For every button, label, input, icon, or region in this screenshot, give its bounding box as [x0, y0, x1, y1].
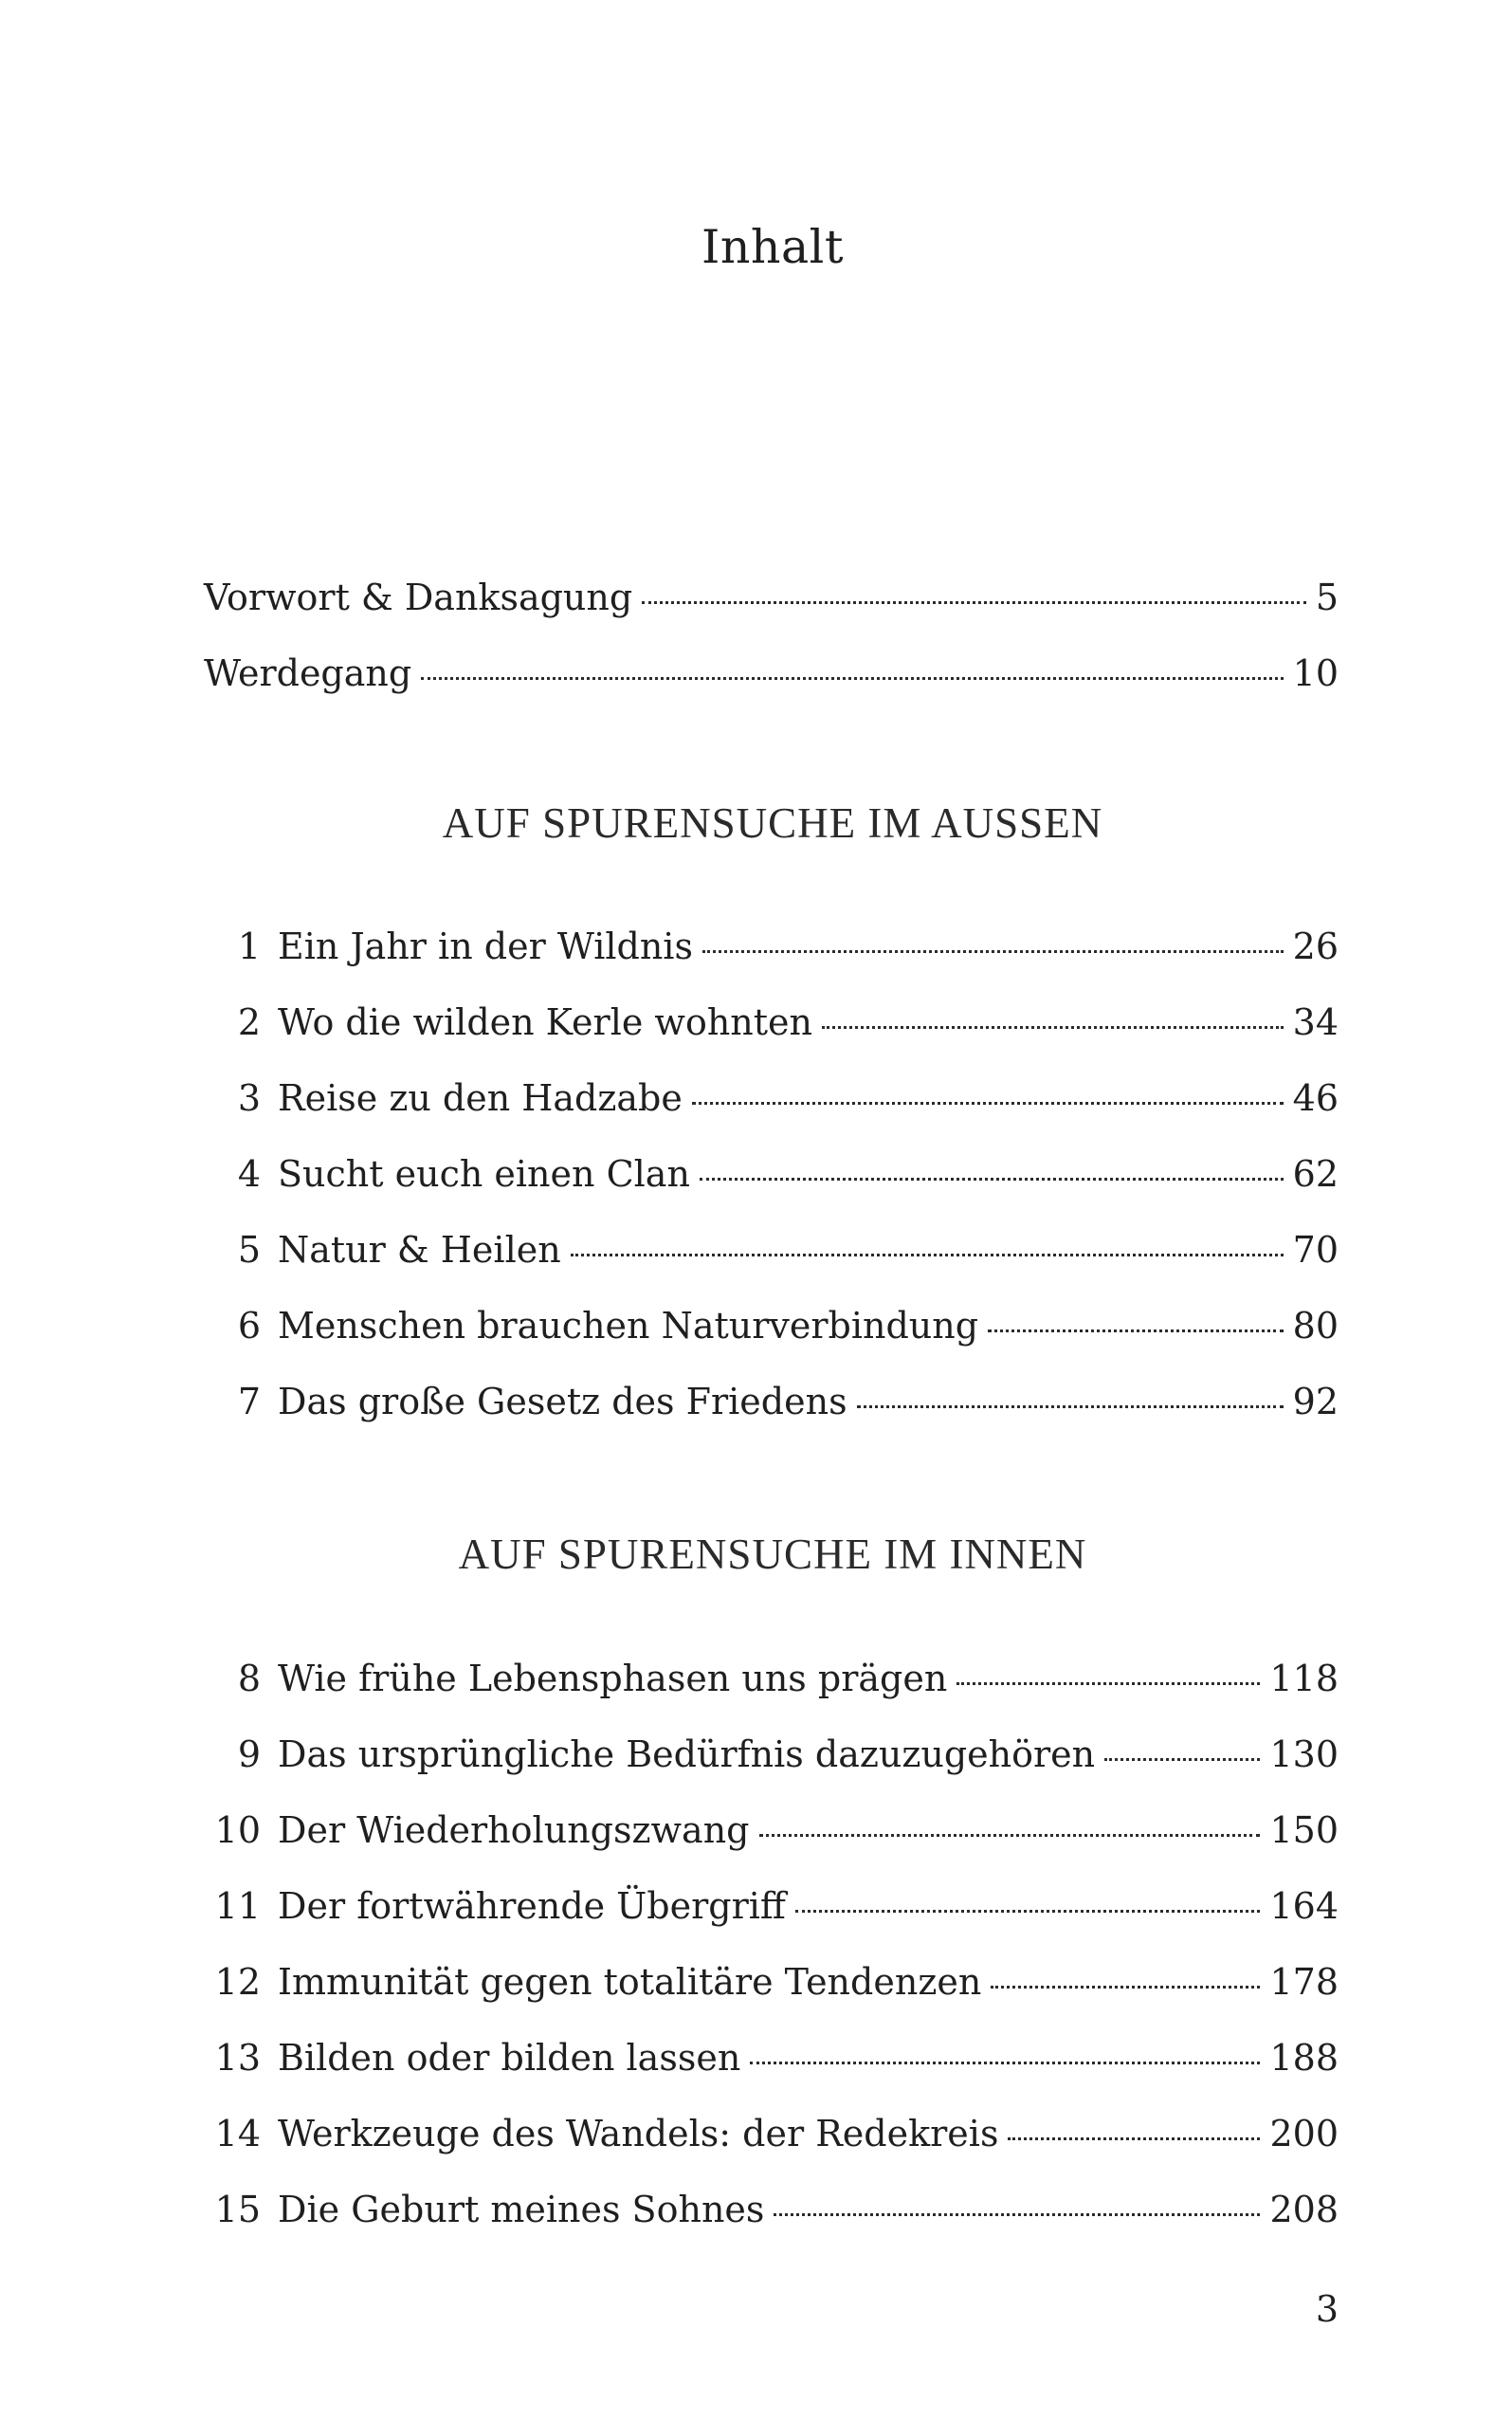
- dot-leader: [571, 1254, 1284, 1256]
- entry-page: 188: [1269, 2037, 1339, 2079]
- entry-number: 1: [237, 926, 261, 967]
- entry-number: 15: [214, 2189, 261, 2230]
- entry-number: 5: [237, 1229, 261, 1271]
- toc-entry: [204, 2096, 1339, 2172]
- dot-leader: [750, 2062, 1260, 2064]
- toc-entry: [204, 1364, 1339, 1439]
- toc-entry: [204, 1288, 1339, 1364]
- entry-page: 164: [1269, 1885, 1339, 1927]
- toc-entry: [204, 1944, 1339, 2020]
- entry-number: 8: [237, 1658, 261, 1699]
- entry-title: Natur & Heilen: [278, 1229, 561, 1271]
- toc-entry: [204, 1641, 1339, 1716]
- entry-number: 11: [214, 1885, 261, 1927]
- entry-page: 80: [1292, 1305, 1339, 1347]
- entry-page: 5: [1315, 577, 1339, 618]
- entry-page: 62: [1292, 1153, 1339, 1195]
- toc-entry: [204, 1792, 1339, 1868]
- dot-leader: [795, 1910, 1261, 1913]
- entry-page: 178: [1269, 1961, 1339, 2003]
- toc-entry: [204, 1060, 1339, 1136]
- entry-title: Werkzeuge des Wandels: der Redekreis: [278, 2113, 999, 2154]
- entry-page: 150: [1269, 1809, 1339, 1851]
- toc-entry: [204, 2020, 1339, 2096]
- toc-entry: [204, 1136, 1339, 1212]
- toc-entry: [204, 559, 1339, 635]
- entry-number: 12: [214, 1961, 261, 2003]
- entry-title: Sucht euch einen Clan: [278, 1153, 690, 1195]
- entry-page: 130: [1269, 1733, 1339, 1775]
- toc-entry: [204, 1212, 1339, 1288]
- entry-number: 14: [214, 2113, 261, 2154]
- dot-leader: [702, 950, 1284, 953]
- dot-leader: [822, 1026, 1284, 1029]
- toc-intro: [204, 559, 1339, 711]
- page-number: 3: [1315, 2288, 1339, 2330]
- entry-title: Das ursprüngliche Bedürfnis dazuzugehören: [278, 1733, 1096, 1775]
- entry-number: 4: [237, 1153, 261, 1195]
- entry-title: Ein Jahr in der Wildnis: [278, 926, 693, 967]
- section-heading: AUF SPURENSUCHE IM INNEN: [458, 1531, 1087, 1578]
- entry-number: 6: [237, 1305, 261, 1347]
- dot-leader: [991, 1986, 1260, 1989]
- entry-title: Bilden oder bilden lassen: [278, 2037, 741, 2079]
- entry-title: Der Wiederholungszwang: [278, 1809, 750, 1851]
- dot-leader: [759, 1834, 1261, 1837]
- entry-page: 200: [1269, 2113, 1339, 2154]
- entry-page: 34: [1292, 1001, 1339, 1043]
- entry-title: Der fortwährende Übergriff: [278, 1885, 786, 1927]
- entry-title: Immunität gegen totalitäre Tendenzen: [278, 1961, 982, 2003]
- toc-entry: [204, 984, 1339, 1060]
- dot-leader: [642, 601, 1306, 604]
- entry-page: 26: [1292, 926, 1339, 967]
- page-title: Inhalt: [701, 220, 845, 274]
- entry-number: 2: [237, 1001, 261, 1043]
- toc-entry: [204, 635, 1339, 711]
- toc-section-1: [204, 908, 1339, 1439]
- entry-title: Reise zu den Hadzabe: [278, 1077, 683, 1119]
- entry-page: 208: [1269, 2189, 1339, 2230]
- entry-number: 13: [214, 2037, 261, 2079]
- section-heading: AUF SPURENSUCHE IM AUSSEN: [442, 799, 1103, 847]
- toc-section-2: [204, 1641, 1339, 2247]
- dot-leader: [988, 1329, 1284, 1332]
- entry-number: 10: [214, 1809, 261, 1851]
- entry-title: Die Geburt meines Sohnes: [278, 2189, 765, 2230]
- entry-number: 9: [237, 1733, 261, 1775]
- entry-title: Wo die wilden Kerle wohnten: [278, 1001, 813, 1043]
- dot-leader: [692, 1102, 1284, 1105]
- toc-entry: [204, 2172, 1339, 2247]
- entry-page: 118: [1269, 1658, 1339, 1699]
- dot-leader: [1008, 2137, 1260, 2140]
- dot-leader: [956, 1682, 1260, 1685]
- entry-title: Vorwort & Danksagung: [204, 577, 633, 618]
- entry-number: 3: [237, 1077, 261, 1119]
- entry-page: 46: [1292, 1077, 1339, 1119]
- dot-leader: [857, 1405, 1284, 1408]
- entry-page: 70: [1292, 1229, 1339, 1271]
- dot-leader: [1104, 1758, 1260, 1761]
- toc-entry: [204, 1868, 1339, 1944]
- toc-entry: [204, 1716, 1339, 1792]
- entry-title: Wie frühe Lebensphasen uns prägen: [278, 1658, 948, 1699]
- toc-entry: [204, 908, 1339, 984]
- entry-number: 7: [237, 1381, 261, 1422]
- dot-leader: [421, 677, 1283, 680]
- entry-title: Menschen brauchen Naturverbindung: [278, 1305, 979, 1347]
- entry-page: 10: [1292, 652, 1339, 694]
- dot-leader: [700, 1178, 1284, 1181]
- entry-title: Werdegang: [204, 652, 412, 694]
- entry-title: Das große Gesetz des Friedens: [278, 1381, 847, 1422]
- entry-page: 92: [1292, 1381, 1339, 1422]
- dot-leader: [774, 2213, 1260, 2216]
